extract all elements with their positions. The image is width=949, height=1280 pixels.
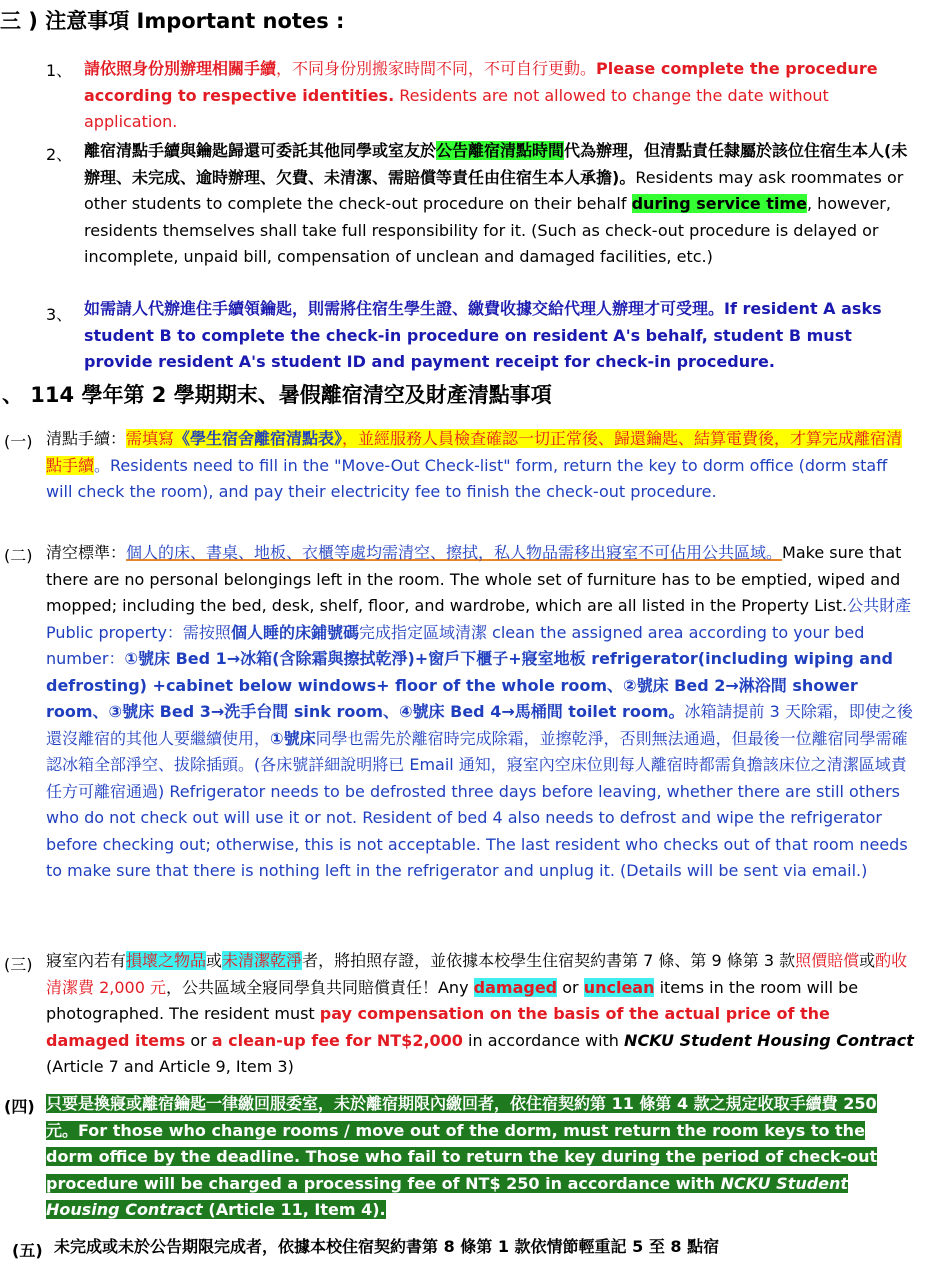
item-2-rest-b: ①號床 bbox=[270, 728, 316, 748]
item-3-g: items in the room will be photographed. The resident must bbox=[46, 977, 859, 1023]
item-3-f: or bbox=[562, 977, 579, 997]
note-1-zh-bold: 請依照身份別辦理相關手續 bbox=[84, 59, 277, 78]
item-1-en: 。Residents need to fill in the "Move-Out Check-list" form, return the key to dorm office (dorm staff will check the room), and pay their electricity fee to finish the check-out procedure. bbox=[46, 455, 888, 501]
item-1-label: 清點手續： bbox=[46, 429, 127, 448]
item-number-1: (一) bbox=[4, 432, 33, 451]
item-3-damaged-zh: 損壞之物品 bbox=[126, 951, 207, 970]
note-number-2: 2、 bbox=[46, 145, 73, 164]
item-3-a: 寢室內若有 bbox=[46, 951, 127, 970]
section-heading-notes: 三 ) 注意事項 Important notes : bbox=[0, 9, 345, 33]
item-3-e: ，公共區域全寢同學負共同賠償責任！Any bbox=[165, 977, 469, 997]
note-2-zh-a: 離宿清點手續與鑰匙歸還可委託其他同學或室友於 bbox=[84, 141, 437, 160]
note-2-en-highlight: during service time bbox=[631, 194, 807, 213]
note-3 bbox=[84, 296, 914, 376]
item-2-bed-number: 個人睡的床鋪號碼 bbox=[230, 622, 359, 642]
item-1-form-name: 《學生宿舍離宿清點表》 bbox=[174, 429, 343, 448]
item-number-4: (四) bbox=[4, 1097, 35, 1116]
item-3-unclean-en: unclean bbox=[583, 977, 655, 997]
note-2-en-b: , however, residents themselves shall take full responsibility for it. (Such as check-out procedure is delayed or incomplete, unpaid bill, compensation of unclean and damaged facilities, etc.) bbox=[84, 194, 891, 266]
item-3-unclean-zh: 未清潔乾淨 bbox=[222, 951, 303, 970]
item-4-en-b: (Article 11, Item 4). bbox=[208, 1200, 386, 1219]
item-2-standard: 個人的床、書桌、地板、衣櫃等處均需清空、擦拭，私人物品需移出寢室不可佔用公共區域。 bbox=[126, 543, 783, 562]
note-3-zh: 如需請人代辦進住手續領鑰匙，則需將住宿生學生證、繳費收據交給代理人辦理才可受理。 bbox=[84, 299, 725, 318]
item-2-rest-c: 同學也需先於離宿時完成除霜，並擦乾淨，否則無法通過，但最後一位離宿同學需確認冰箱全部淨空、拔除插頭。(各床號詳細說明將已 Email 通知，寢室內空床位則每人離宿時都需負擔該床位之清潔區域責任方可離宿通過) Refrigerator needs to be defrosted three days before leaving, whether there are still others who do not check out will use it or not. Resident of bed 4 also needs to defrost and wipe the refrigerator before checking out; otherwise, this is not acceptable. The last resident who checks out of that room needs to make sure that there is nothing left in the refrigerator and unplug it. (Details will be sent via email.) bbox=[46, 728, 908, 880]
item-2 bbox=[46, 540, 921, 885]
item-3-red-1: 照價賠償 bbox=[795, 951, 860, 970]
note-3-en: If resident A asks student B to complete the check-in procedure on resident A's behalf, student B must provide resident A's student ID and payment receipt for check-in procedure. bbox=[84, 299, 882, 371]
item-1-hl-a: 需填寫 bbox=[126, 429, 175, 448]
item-3 bbox=[46, 948, 918, 1081]
item-number-5: (五) bbox=[12, 1241, 43, 1260]
item-3-b: 或 bbox=[206, 951, 223, 970]
item-4-zh: 只要是換寢或離宿鑰匙一律繳回服委室，未於離宿期限內繳回者，依住宿契約第 11 條第 4 款之規定收取手續費 250 元。 bbox=[46, 1094, 877, 1140]
item-2-bed-assignments: ①號床 Bed 1→冰箱(含除霜與擦拭乾淨)+窗戶下櫃子+寢室地板 refrigerator(including wiping and defrosting) +cabinet below windows+ floor of the whole room、②號床 Bed 2→淋浴間 shower room、③號床 Bed 3→洗手台間 sink room、④號床 Bed 4→馬桶間 toilet room。 bbox=[46, 649, 893, 721]
item-1-hl-c: ，並經服務人員檢查確認一切正常後、歸還鑰匙、結算電費後，才算完成離宿清點手續 bbox=[46, 429, 903, 475]
note-number-3: 3、 bbox=[46, 305, 73, 324]
item-3-contract: NCKU Student Housing Contract bbox=[624, 1030, 914, 1050]
note-2-en-a: Residents may ask roommates or other students to complete the check-out procedure on their behalf bbox=[84, 167, 904, 213]
item-number-2: (二) bbox=[4, 546, 33, 565]
item-4-en-a: For those who change rooms / move out of the dorm, must return the room keys to the dorm office by the deadline. Those who fail to return the key during the period of check-out procedure will be charged a processing fee of NT$ 250 in accordance with bbox=[46, 1120, 878, 1193]
note-number-1: 1、 bbox=[46, 61, 73, 80]
item-2-label: 清空標準： bbox=[46, 543, 127, 562]
item-4-contract: NCKU Student Housing Contract bbox=[46, 1173, 849, 1219]
item-number-3: (三) bbox=[4, 955, 33, 974]
item-3-damaged-en: damaged bbox=[473, 977, 558, 997]
item-3-i: in accordance with bbox=[468, 1030, 619, 1050]
note-1 bbox=[84, 56, 914, 136]
item-2-rest-a: 冰箱請提前 3 天除霜，即使之後還沒離宿的其他人要繼續使用， bbox=[46, 702, 913, 748]
item-3-h: or bbox=[190, 1030, 207, 1050]
note-2 bbox=[84, 138, 914, 271]
note-1-en: Residents are not allowed to change the date without application. bbox=[84, 85, 829, 131]
item-4 bbox=[46, 1091, 906, 1224]
item-2-public-c: 完成指定區域清潔 clean the assigned area according to your bed number： bbox=[46, 622, 865, 668]
item-2-public: 公共財產 Public property：需按照 bbox=[46, 596, 912, 642]
note-2-zh-b: 代為辦理，但清點責任隸屬於該位住宿生本人(未辦理、未完成、逾時辦理、欠費、未清潔、需賠償等責任由住宿生本人承擔)。 bbox=[84, 141, 908, 187]
item-3-d: 或 bbox=[859, 951, 876, 970]
item-3-red-3: pay compensation on the basis of the actual price of the damaged items bbox=[46, 1004, 830, 1050]
item-3-j: (Article 7 and Article 9, Item 3) bbox=[46, 1057, 294, 1076]
section-heading-checkout: 、 114 學年第 2 學期期末、暑假離宿清空及財產清點事項 bbox=[2, 383, 552, 407]
item-3-c: 者，將拍照存證，並依據本校學生住宿契約書第 7 條、第 9 條第 3 款 bbox=[302, 951, 796, 970]
note-1-zh: ，不同身份別搬家時間不同，不可自行更動。 bbox=[276, 59, 597, 78]
item-5: 未完成或未於公告期限完成者，依據本校住宿契約書第 8 條第 1 款依情節輕重記 5 至 8 點宿 bbox=[54, 1237, 720, 1256]
item-2-en: Make sure that there are no personal belongings left in the room. The whole set of furniture has to be emptied, wiped and mopped; including the bed, desk, shelf, floor, and wardrobe, which are all listed in the Property List. bbox=[46, 543, 902, 615]
item-3-red-4: a clean-up fee for NT$2,000 bbox=[211, 1030, 463, 1050]
item-3-red-2: 酌收清潔費 2,000 元 bbox=[46, 951, 908, 997]
item-1 bbox=[46, 426, 916, 506]
note-1-en-bold: Please complete the procedure according to respective identities. bbox=[84, 59, 878, 105]
note-2-zh-highlight: 公告離宿清點時間 bbox=[436, 141, 565, 160]
